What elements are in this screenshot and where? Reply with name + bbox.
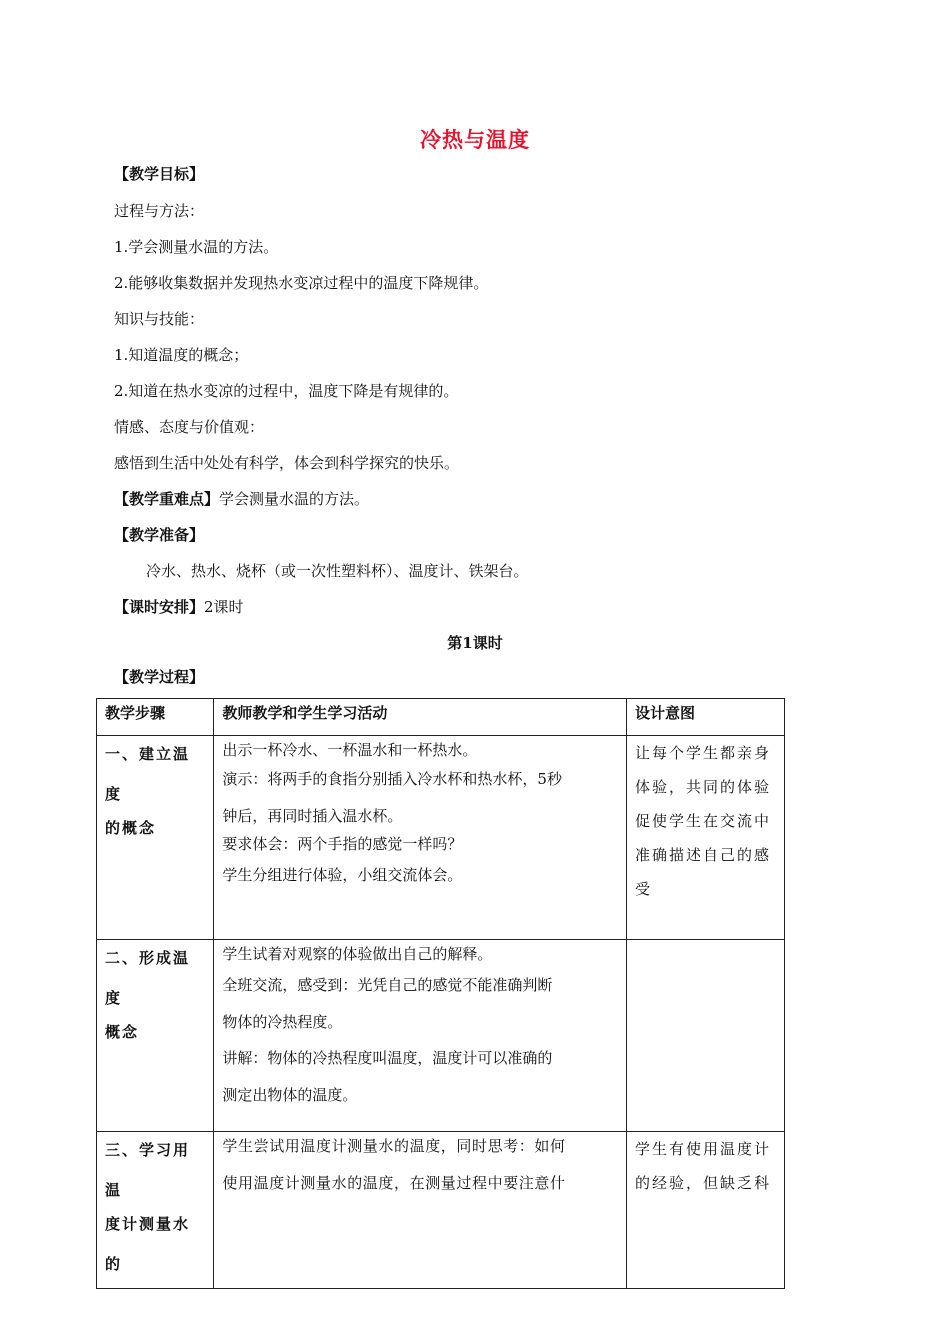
intent-line: 准确描述自己的感: [634, 846, 771, 864]
activity-line: 全班交流，感受到：光凭自己的感觉不能准确判断: [222, 976, 553, 994]
activity-line: 要求体会：两个手指的感觉一样吗？: [222, 835, 463, 853]
step-line: 三、学习用温: [105, 1141, 191, 1199]
activity-line: 讲解：物体的冷热程度叫温度，温度计可以准确的: [222, 1049, 553, 1067]
objectives-heading: 【教学目标】: [114, 165, 205, 183]
process-heading: 【教学过程】: [114, 668, 205, 686]
step-line: 的概念: [105, 819, 157, 837]
attitude-text: 感悟到生活中处处有科学，体会到科学探究的快乐。: [114, 454, 460, 472]
header-activities: 教师教学和学生学习活动: [214, 699, 627, 736]
activity-line: 钟后，再同时插入温水杯。: [222, 807, 403, 825]
lesson-title: 第1课时: [447, 634, 503, 652]
intent-line: 让每个学生都亲身: [634, 744, 771, 762]
activity-line: 物体的冷热程度。: [222, 1013, 343, 1031]
preparation-text: 冷水、热水、烧杯（或一次性塑料杯）、温度计、铁架台。: [146, 562, 529, 580]
preparation-heading: 【教学准备】: [114, 526, 205, 544]
activities-cell: [214, 940, 627, 1132]
activity-line: 使用温度计测量水的温度，在测量过程中要注意什: [222, 1174, 566, 1192]
header-step: 教学步骤: [97, 699, 214, 736]
intent-line: 学生有使用温度计: [634, 1140, 771, 1158]
attitude-label: 情感、态度与价值观：: [114, 418, 265, 436]
key-points-text: 学会测量水温的方法。: [219, 490, 370, 508]
activities-cell: [214, 1132, 627, 1289]
step-cell: [97, 1132, 214, 1289]
intent-cell: [626, 940, 784, 1132]
table-row: [97, 940, 785, 1132]
key-points: [114, 489, 369, 509]
teaching-process-table: [96, 698, 785, 1289]
key-points-heading: 【教学重难点】: [114, 490, 220, 508]
knowledge-item-1: 1.知道温度的概念；: [114, 346, 249, 364]
schedule-text: 2课时: [204, 598, 244, 616]
intent-line: 促使学生在交流中: [634, 812, 771, 830]
process-item-1: 1.学会测量水温的方法。: [114, 238, 279, 256]
step-line: 度计测量水的: [105, 1215, 191, 1273]
process-item-2: 2.能够收集数据并发现热水变凉过程中的温度下降规律。: [114, 274, 489, 292]
schedule: [114, 597, 244, 617]
step-line: 二、形成温度: [105, 949, 191, 1007]
process-method-label: 过程与方法：: [114, 202, 205, 220]
table-row: [97, 1132, 785, 1289]
header-intent: 设计意图: [626, 699, 784, 736]
step-line: 一、建立温度: [105, 745, 191, 803]
knowledge-label: 知识与技能：: [114, 310, 205, 328]
activity-line: 学生分组进行体验，小组交流体会。: [222, 866, 463, 884]
table-row: [97, 736, 785, 940]
activity-line: 测定出物体的温度。: [222, 1086, 358, 1104]
knowledge-item-2: 2.知道在热水变凉的过程中，温度下降是有规律的。: [114, 382, 459, 400]
schedule-heading: 【课时安排】: [114, 598, 205, 616]
step-cell: [97, 940, 214, 1132]
intent-line: 体验，共同的体验: [634, 778, 771, 796]
intent-cell: [626, 1132, 784, 1289]
activity-line: 学生尝试用温度计测量水的温度，同时思考：如何: [222, 1137, 566, 1155]
activity-line: 学生试着对观察的体验做出自己的解释。: [222, 945, 493, 963]
activity-line: 演示：将两手的食指分别插入冷水杯和热水杯，5秒: [222, 770, 562, 788]
step-cell: [97, 736, 214, 940]
step-line: 概念: [105, 1023, 140, 1041]
intent-line: 的经验，但缺乏科: [634, 1174, 771, 1192]
document-title: 冷热与温度: [420, 127, 530, 152]
table-header-row: [97, 699, 785, 736]
intent-line: 受: [634, 880, 652, 898]
activity-line: 出示一杯冷水、一杯温水和一杯热水。: [222, 741, 478, 759]
activities-cell: [214, 736, 627, 940]
intent-cell: [626, 736, 784, 940]
